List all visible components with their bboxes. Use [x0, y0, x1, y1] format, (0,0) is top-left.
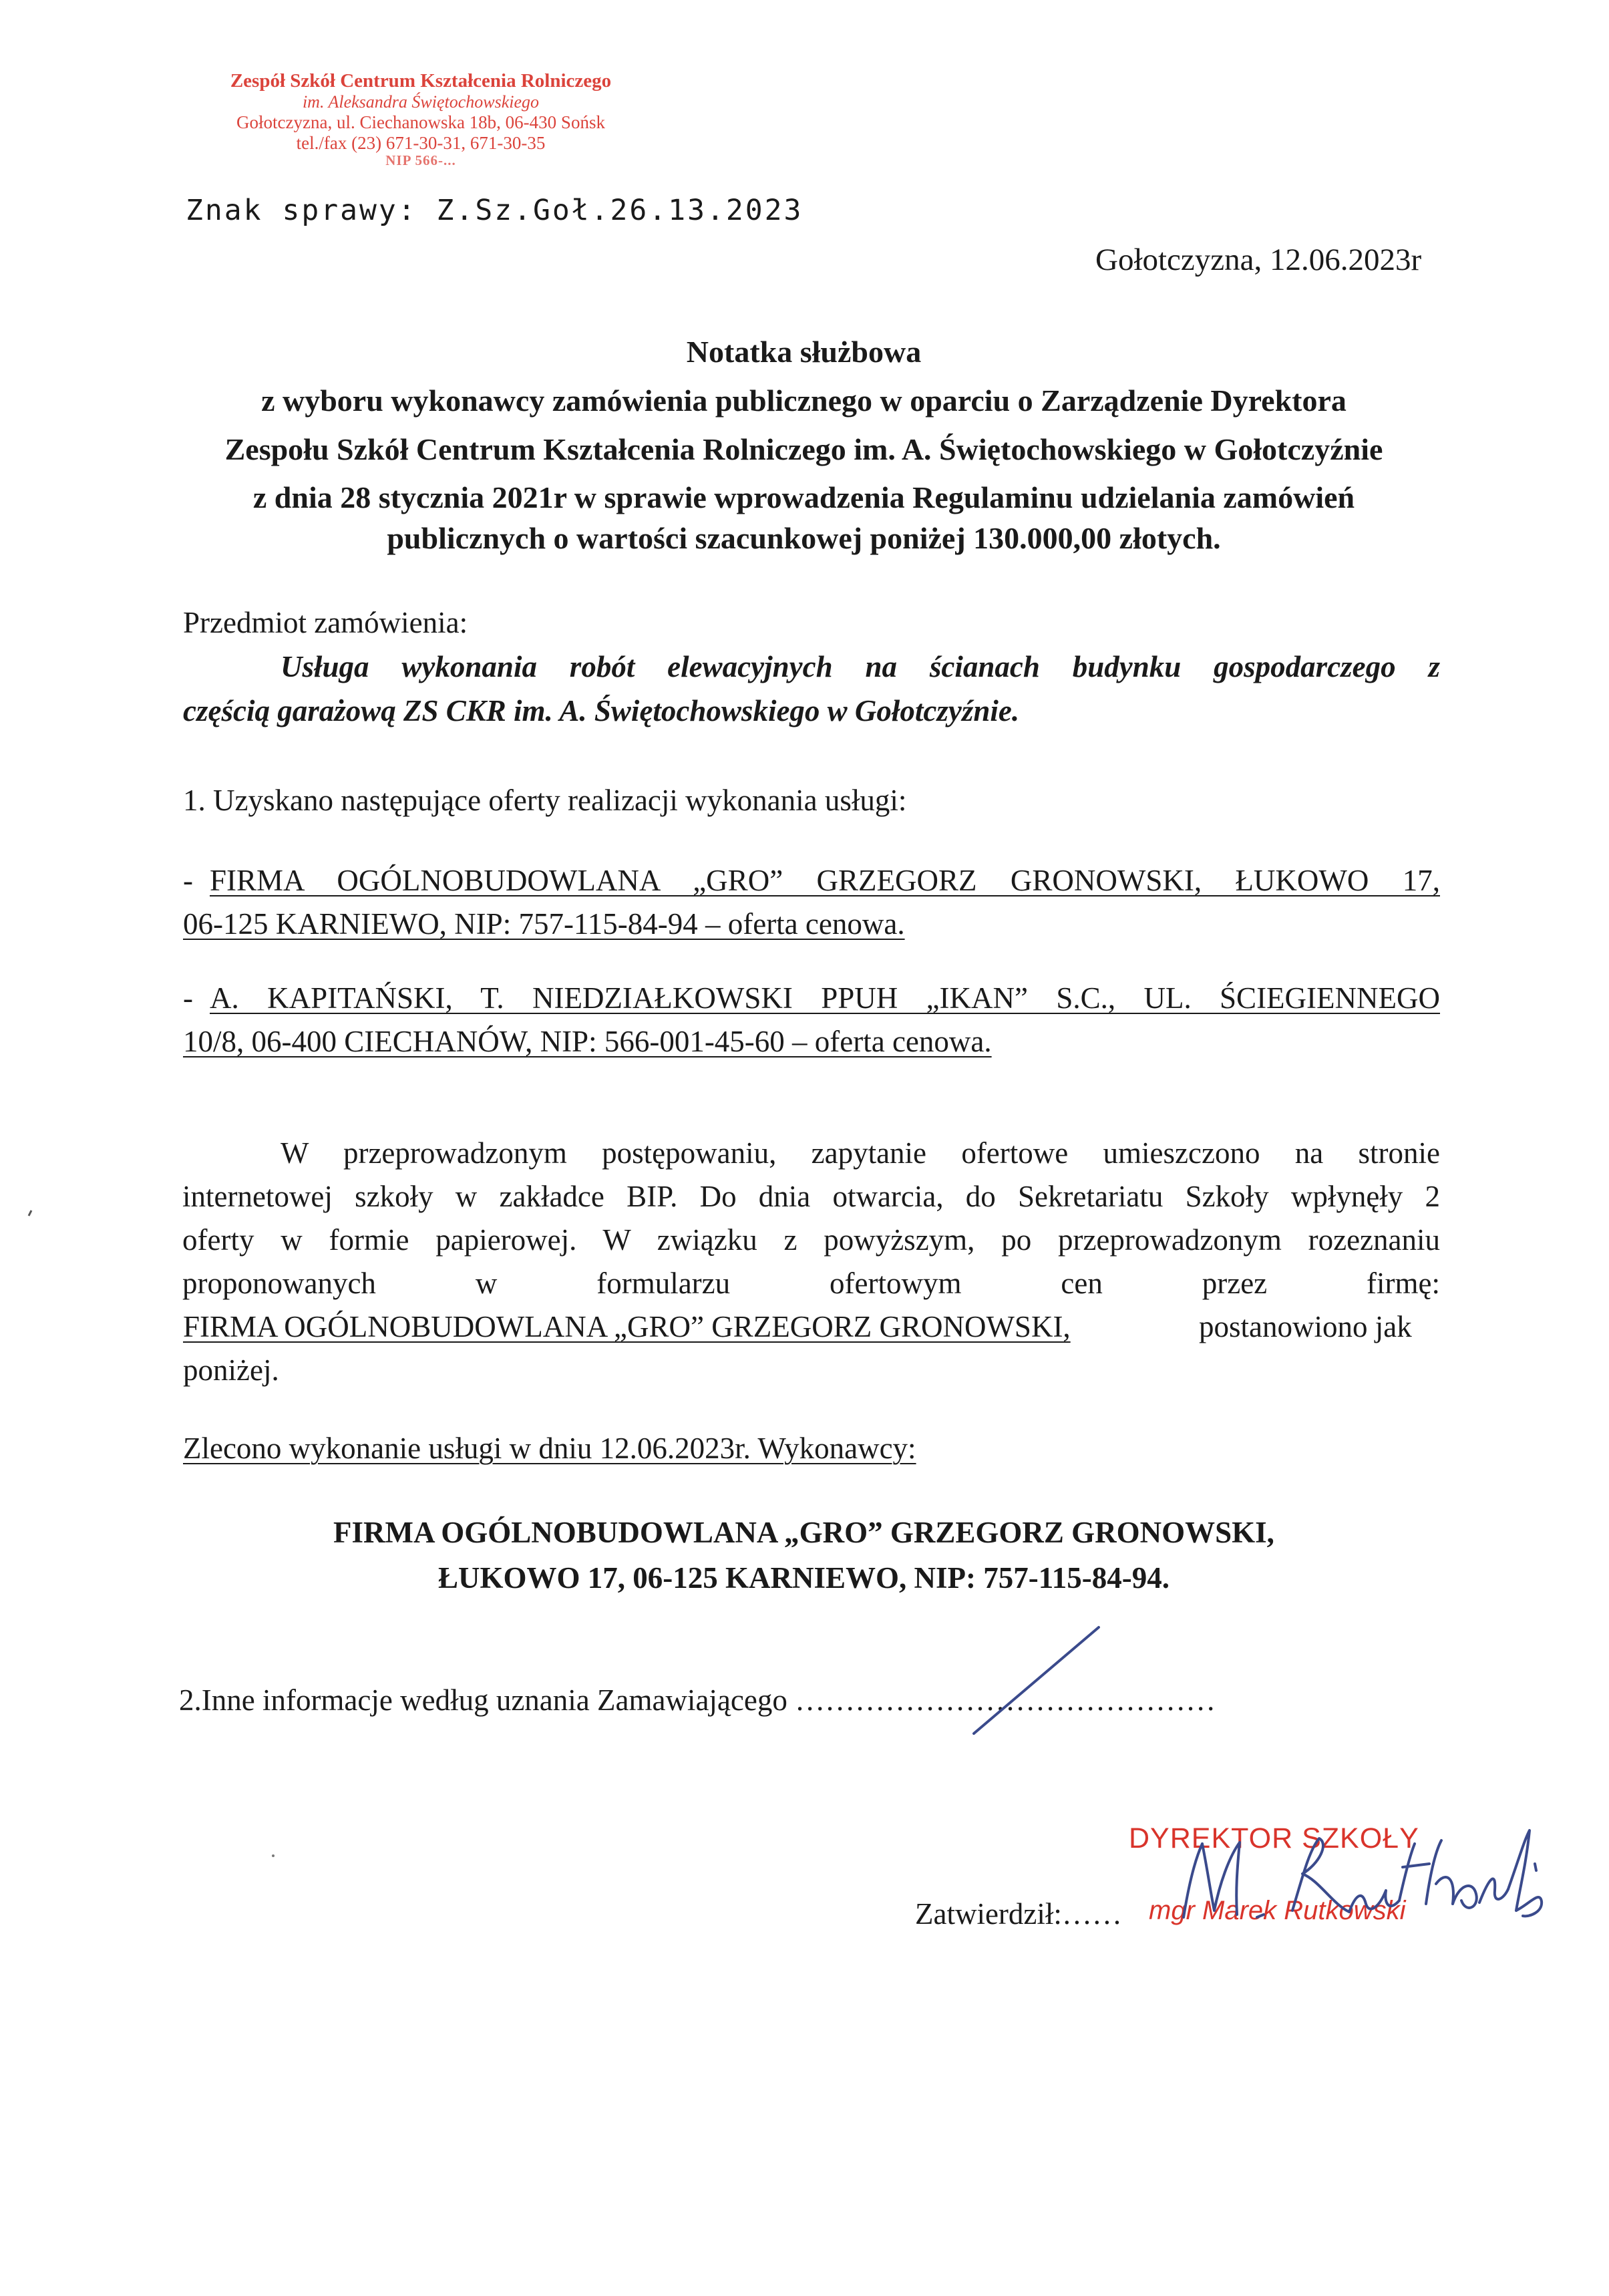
offer-2-line-1: A. KAPITAŃSKI, T. NIEDZIAŁKOWSKI PPUH „IKAN” S.C., UL. ŚCIEGIENNEGO — [210, 981, 1440, 1015]
stamp-school-name: Zespół Szkół Centrum Kształcenia Rolniczego — [230, 70, 612, 92]
offers-heading: 1. Uzyskano następujące oferty realizacji wykonania usługi: — [183, 784, 907, 817]
body-line-1: W przeprowadzonym postępowaniu, zapytanie ofertowe umieszczono na stronie — [281, 1136, 1440, 1170]
signature — [1184, 1830, 1542, 1917]
offer-1-line-1: FIRMA OGÓLNOBUDOWLANA „GRO” GRZEGORZ GRONOWSKI, ŁUKOWO 17, — [210, 864, 1440, 897]
stamp-nip: NIP 566-... — [385, 152, 456, 168]
offer-1-dash: - — [183, 864, 193, 897]
body-line-3: oferty w formie papierowej. W związku z powyższym, po przeprowadzonym rozeznaniu — [182, 1223, 1440, 1257]
other-info-line: 2.Inne informacje według uznania Zamawiającego …………………………………… — [179, 1683, 1216, 1717]
pen-stroke — [974, 1627, 1099, 1734]
director-stamp-title: DYREKTOR SZKOŁY — [1129, 1822, 1419, 1854]
stamp-phone: tel./fax (23) 671-30-31, 671-30-35 — [296, 133, 546, 153]
title-line-2: z wyboru wykonawcy zamówienia publicznego w oparciu o Zarządzenie Dyrektora — [261, 383, 1347, 418]
offer-2-line-2: 10/8, 06-400 CIECHANÓW, NIP: 566-001-45-60 – oferta cenowa. — [183, 1025, 992, 1058]
document-title: Notatka służbowa — [686, 335, 922, 369]
case-number: Znak sprawy: Z.Sz.Goł.26.13.2023 — [186, 194, 803, 227]
body-line-2: internetowej szkoły w zakładce BIP. Do dnia otwarcia, do Sekretariatu Szkoły wpłynęły 2 — [182, 1180, 1440, 1213]
offer-1-line-2: 06-125 KARNIEWO, NIP: 757-115-84-94 – oferta cenowa. — [183, 907, 905, 941]
margin-speck — [29, 1210, 31, 1216]
subject-line-2: częścią garażową ZS CKR im. A. Świętochowskiego w Gołotczyźnie. — [183, 694, 1020, 727]
stamp-patron: im. Aleksandra Świętochowskiego — [302, 92, 540, 112]
title-line-4: z dnia 28 stycznia 2021r w sprawie wprowadzenia Regulaminu udzielania zamówień — [252, 480, 1355, 514]
contractor-line-1: FIRMA OGÓLNOBUDOWLANA „GRO” GRZEGORZ GRONOWSKI, — [333, 1516, 1274, 1549]
body-firm-name: FIRMA OGÓLNOBUDOWLANA „GRO” GRZEGORZ GRONOWSKI, — [183, 1310, 1071, 1343]
body-line-6: poniżej. — [183, 1353, 279, 1387]
order-line: Zlecono wykonanie usługi w dniu 12.06.2023r. Wykonawcy: — [183, 1432, 916, 1465]
scan-dot — [272, 1854, 275, 1857]
subject-label: Przedmiot zamówienia: — [183, 606, 468, 639]
place-date: Gołotczyzna, 12.06.2023r — [1095, 242, 1422, 277]
body-line-4: proponowanych w formularzu ofertowym cen przez firmę: — [182, 1267, 1440, 1300]
contractor-line-2: ŁUKOWO 17, 06-125 KARNIEWO, NIP: 757-115-84-94. — [438, 1561, 1170, 1595]
director-stamp-name: mgr Marek Rutkowski — [1149, 1896, 1406, 1925]
title-line-3: Zespołu Szkół Centrum Kształcenia Rolniczego im. A. Świętochowskiego w Gołotczyźnie — [224, 432, 1383, 466]
approval-label: Zatwierdził:…… — [915, 1897, 1122, 1931]
subject-line-1: Usługa wykonania robót elewacyjnych na ścianach budynku gospodarczego z — [281, 650, 1440, 683]
body-line-5-rest: postanowiono jak — [1199, 1310, 1412, 1343]
title-line-5: publicznych o wartości szacunkowej poniżej 130.000,00 złotych. — [387, 521, 1221, 555]
stamp-address: Gołotczyzna, ul. Ciechanowska 18b, 06-430 Sońsk — [236, 112, 605, 132]
offer-2-dash: - — [183, 981, 193, 1015]
